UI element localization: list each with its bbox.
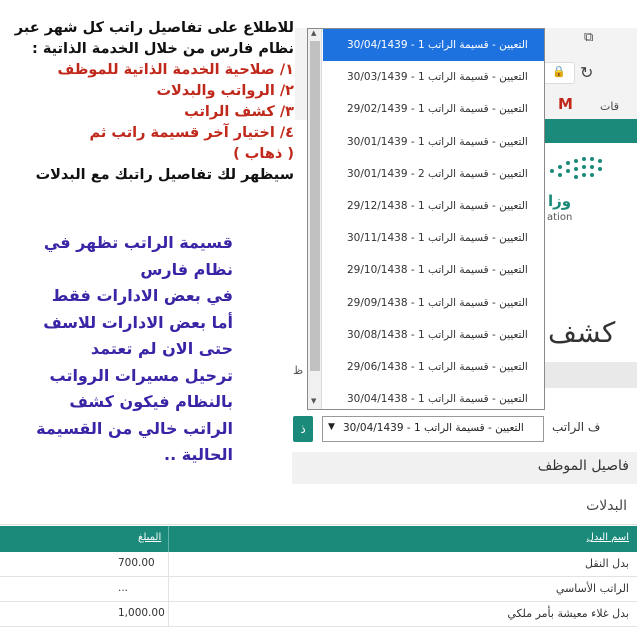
table-row [0, 577, 637, 602]
note-line: أما بعض الادارات للاسف [43, 312, 233, 332]
dropdown-option[interactable]: 30/11/1438 - التعيين - قسيمة الراتب 1 [347, 232, 528, 245]
ministry-logo-subtext: ation [547, 212, 573, 223]
column-divider [168, 552, 169, 577]
dropdown-option[interactable]: 29/02/1439 - التعيين - قسيمة الراتب 1 [347, 103, 528, 116]
dropdown-option[interactable]: 30/01/1439 - التعيين - قسيمة الراتب 1 [347, 135, 528, 148]
dropdown-options [323, 29, 545, 410]
scroll-up-icon[interactable]: ▲ [311, 29, 317, 37]
dropdown-option[interactable]: 30/03/1439 - التعيين - قسيمة الراتب 1 [347, 71, 528, 84]
note-line: الحالية .. [164, 445, 233, 464]
payslip-dropdown-list[interactable] [307, 28, 545, 410]
page-title: كشف [548, 316, 616, 349]
instruction-line: ( ذهاب ) [233, 146, 294, 162]
payslip-select-value: 30/04/1439 - التعيين - قسيمة الراتب 1 [343, 422, 524, 434]
bookmarks-label[interactable]: قات [600, 100, 619, 113]
instruction-line: ٤/ اختيار آخر قسيمة راتب ثم [89, 125, 294, 141]
note-line: حتى الان لم تعتمد [90, 339, 233, 358]
column-divider [168, 577, 169, 602]
reload-icon[interactable]: ↻ [580, 63, 594, 82]
dropdown-option[interactable]: 29/09/1438 - التعيين - قسيمة الراتب 1 [347, 296, 528, 309]
table-row [0, 552, 637, 577]
allowances-panel [0, 488, 637, 627]
employee-details-title: فاصيل الموظف [537, 458, 629, 474]
dropdown-option[interactable]: 30/01/1439 - التعيين - قسيمة الراتب 2 [347, 167, 528, 180]
column-header-amount[interactable]: المبلغ [138, 532, 162, 543]
note-line: بالنظام فيكون كشف [69, 392, 233, 411]
allowance-amount: 1,000.00 [118, 607, 165, 619]
section-band [544, 362, 637, 388]
dropdown-option[interactable]: 30/04/1439 - التعيين - قسيمة الراتب 1 [323, 29, 545, 61]
chevron-down-icon[interactable]: ▼ [328, 422, 335, 432]
instruction-line: ٣/ كشف الراتب [184, 104, 294, 120]
instruction-line: نظام فارس من خلال الخدمة الذاتية : [31, 41, 294, 57]
note-line: الراتب خالي من القسيمة [36, 418, 233, 438]
instruction-line: سيظهر لك تفاصيل راتبك مع البدلات [35, 167, 294, 183]
instructions-overlay [0, 18, 300, 186]
dropdown-option[interactable]: 30/08/1438 - التعيين - قسيمة الراتب 1 [347, 328, 528, 341]
column-header-name[interactable]: اسم البدل [586, 532, 629, 543]
allowance-name: بدل غلاء معيشة بأمر ملكي [507, 607, 629, 620]
instruction-line: ١/ صلاحية الخدمة الذاتية للموظف [57, 62, 294, 78]
dropdown-option[interactable]: 29/12/1438 - التعيين - قسيمة الراتب 1 [347, 199, 528, 212]
table-row [0, 602, 637, 627]
instruction-line: ٢/ الرواتب والبدلات [156, 83, 294, 99]
allowance-name: بدل النقل [585, 557, 629, 570]
allowances-table-header [0, 526, 637, 552]
column-divider [168, 526, 169, 552]
scrollbar-thumb[interactable] [310, 41, 320, 371]
site-header-bar [544, 119, 637, 143]
dropdown-option[interactable]: 29/10/1438 - التعيين - قسيمة الراتب 1 [347, 264, 528, 277]
dropdown-option[interactable]: 29/06/1438 - التعيين - قسيمة الراتب 1 [347, 360, 528, 373]
payslip-note-overlay [18, 230, 233, 469]
dropdown-option[interactable]: 30/04/1438 - التعيين - قسيمة الراتب 1 [347, 393, 528, 406]
payslip-select[interactable] [322, 416, 544, 442]
go-button[interactable]: ذ [293, 416, 313, 442]
column-divider [168, 602, 169, 627]
allowance-amount: ... [118, 582, 129, 594]
allowances-title: البدلات [586, 498, 627, 514]
instruction-line: للاطلاع على تفاصيل راتب كل شهر عبر [14, 20, 294, 36]
scroll-hint: ظ [293, 364, 304, 377]
note-line: ترحيل مسيرات الرواتب [49, 365, 233, 385]
gmail-bookmark-icon[interactable]: M [558, 95, 573, 113]
restore-window-icon[interactable]: ⧉ [584, 30, 594, 45]
allowance-amount: 700.00 [118, 557, 155, 569]
dropdown-scrollbar[interactable] [308, 29, 322, 409]
ministry-logo-icon [548, 155, 608, 185]
divider [0, 524, 637, 525]
lock-icon: 🔒 [552, 65, 566, 78]
ministry-logo-text: وزا [548, 192, 572, 210]
note-line: نظام فارس [140, 259, 233, 279]
allowance-name: الراتب الأساسي [555, 582, 629, 595]
employee-details-header[interactable] [292, 452, 637, 484]
note-line: قسيمة الراتب تظهر في [43, 233, 233, 252]
scroll-down-icon[interactable]: ▼ [311, 397, 317, 405]
note-line: في بعض الادارات فقط [51, 286, 233, 305]
payslip-select-label: ف الراتب [552, 420, 601, 434]
